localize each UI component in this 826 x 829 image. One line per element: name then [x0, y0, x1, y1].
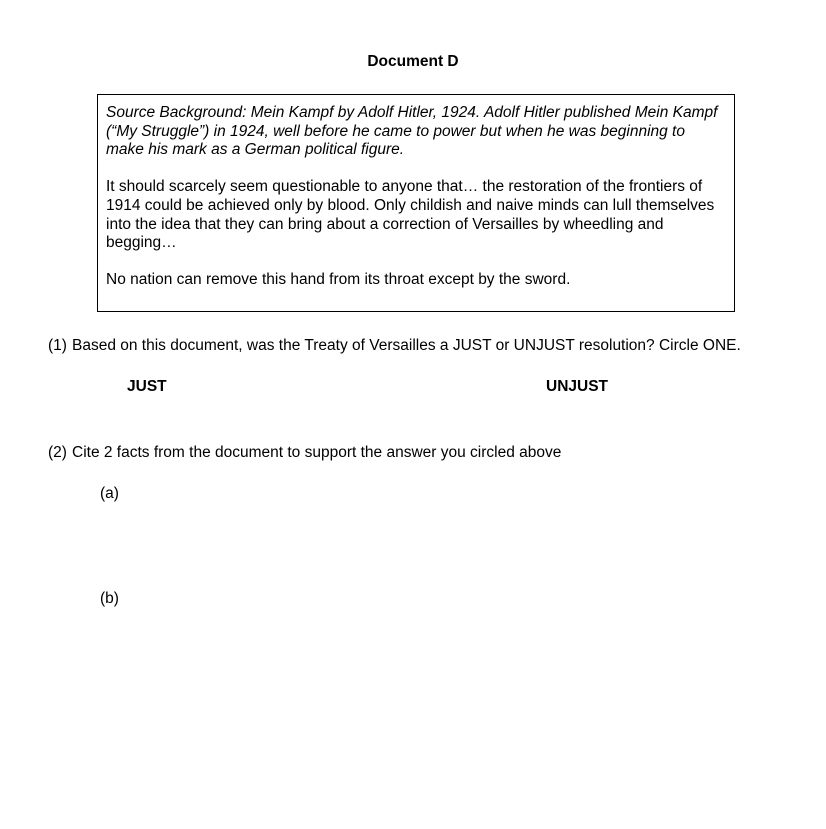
answer-options — [0, 378, 826, 398]
question-2-number: (2) — [48, 444, 67, 461]
question-2-sub-b-label: (b) — [100, 590, 119, 607]
source-box — [97, 94, 735, 312]
question-1-number: (1) — [48, 337, 67, 354]
page-title: Document D — [367, 53, 459, 70]
question-1-text: Based on this document, was the Treaty of Versailles a JUST or UNJUST resolution? Circle ONE. — [72, 337, 741, 354]
source-paragraph-2: No nation can remove this hand from its throat except by the sword. — [106, 271, 571, 289]
question-2-text: Cite 2 facts from the document to support the answer you circled above — [72, 444, 562, 461]
question-1 — [48, 336, 796, 355]
question-2-sub-a-label: (a) — [100, 485, 119, 502]
source-background-text: Source Background: Mein Kampf by Adolf Hitler, 1924. Adolf Hitler published Mein Kampf (“My Struggle”) in 1924, well before he came to power but when he was beginning to make his mark as a German political figure. — [106, 104, 718, 159]
question-2 — [48, 443, 796, 462]
source-paragraph-1: It should scarcely seem questionable to anyone that… the restoration of the frontiers of 1914 could be achieved only by blood. Only childish and naive minds can lull themselves into the idea that they can bring about a correction of Versailles by wheedling and begging… — [106, 178, 715, 252]
option-unjust[interactable]: UNJUST — [546, 378, 609, 395]
option-just[interactable]: JUST — [127, 378, 167, 395]
